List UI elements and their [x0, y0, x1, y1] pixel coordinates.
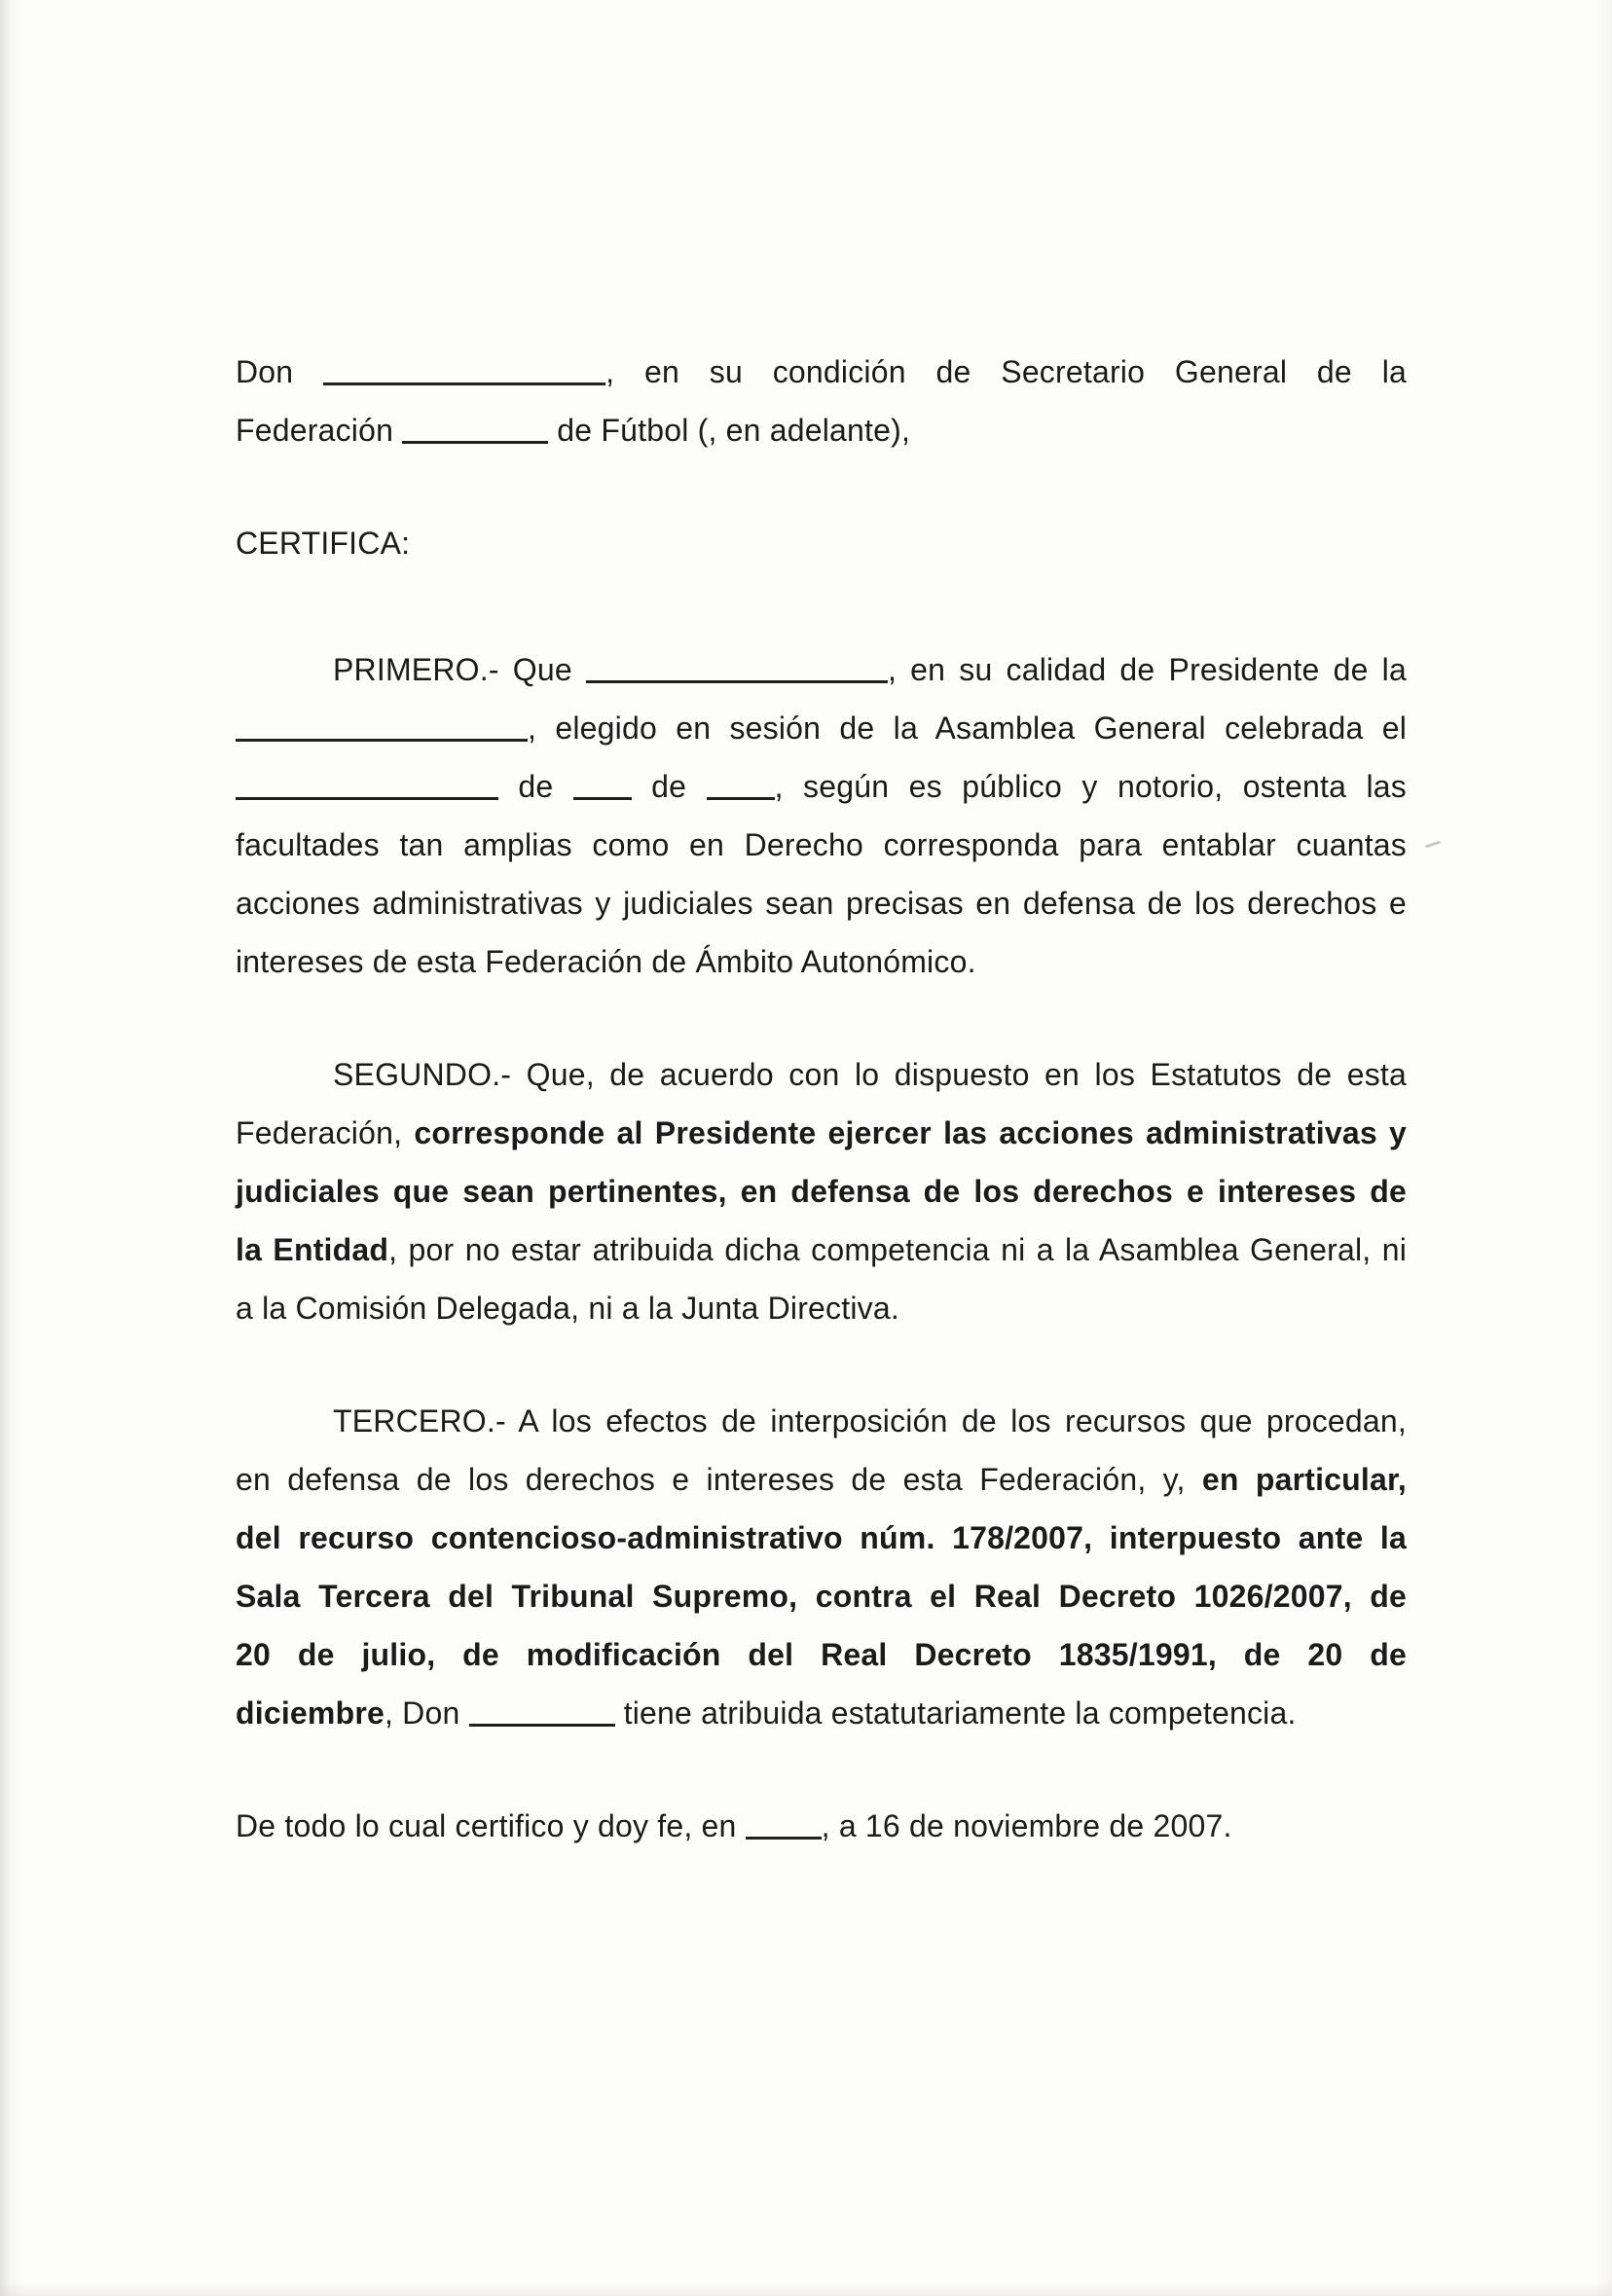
- text-segment: PRIMERO.- Que: [333, 652, 586, 687]
- scan-artifact: [1425, 841, 1441, 849]
- blank-field: [707, 797, 775, 800]
- paragraph-segundo: [236, 1045, 1407, 1337]
- text-line: [236, 699, 1407, 757]
- blank-field: [586, 680, 888, 683]
- text-segment: , a 16 de noviembre de 2007.: [821, 1808, 1232, 1843]
- text-segment: Federación: [236, 413, 403, 448]
- paragraph-certifica: [236, 514, 1407, 572]
- text-line: [236, 343, 1407, 401]
- paragraph-intro: [236, 343, 1407, 459]
- text-segment: de: [631, 769, 707, 804]
- text-line: [236, 401, 1407, 459]
- paragraph-cierre: [236, 1797, 1407, 1855]
- text-line: [236, 1279, 1407, 1337]
- text-segment: De todo lo cual certifico y doy fe, en: [236, 1808, 746, 1843]
- paragraph-primero: [236, 640, 1407, 991]
- text-segment: de Fútbol (, en adelante),: [548, 413, 911, 448]
- text-line: [236, 1509, 1407, 1567]
- text-segment: , Don: [384, 1695, 469, 1731]
- text-segment: de: [498, 769, 573, 804]
- text-segment: tiene atribuida estatutariamente la competencia.: [614, 1695, 1297, 1731]
- text-segment: facultades tan amplias como en Derecho corresponda para entablar cuantas: [236, 827, 1407, 862]
- text-line: [236, 640, 1407, 699]
- text-segment: , según es público y notorio, ostenta las: [774, 769, 1407, 804]
- text-line: [236, 874, 1407, 932]
- text-segment: , elegido en sesión de la Asamblea General celebrada el: [528, 711, 1407, 746]
- text-line: [236, 1450, 1407, 1509]
- text-segment: , en su calidad de Presidente de la: [887, 652, 1407, 687]
- text-segment: diciembre: [236, 1695, 385, 1731]
- blank-field: [573, 797, 632, 800]
- text-line: [236, 1567, 1407, 1625]
- text-segment: del recurso contencioso-administrativo núm. 178/2007, interpuesto ante la: [236, 1520, 1407, 1555]
- text-line: [236, 1162, 1407, 1221]
- text-line: [236, 1392, 1407, 1450]
- blank-field: [402, 441, 548, 444]
- text-segment: SEGUNDO.- Que, de acuerdo con lo dispuesto en los Estatutos de esta: [333, 1057, 1407, 1092]
- text-line: [236, 757, 1407, 816]
- paragraph-tercero: [236, 1392, 1407, 1742]
- text-segment: judiciales que sean pertinentes, en defensa de los derechos e intereses de: [236, 1174, 1407, 1209]
- blank-field: [323, 383, 605, 385]
- blank-field: [746, 1837, 822, 1840]
- blank-field: [236, 739, 528, 742]
- scan-shadow-left: [0, 0, 25, 2296]
- text-segment: CERTIFICA:: [236, 526, 411, 561]
- text-segment: corresponde al Presidente ejercer las acciones administrativas y: [414, 1115, 1407, 1150]
- text-segment: Federación,: [236, 1115, 415, 1150]
- text-segment: acciones administrativas y judiciales sean precisas en defensa de los derechos e: [236, 886, 1407, 921]
- document-body: [236, 343, 1407, 1855]
- scan-shadow-bottom: [0, 2282, 1612, 2296]
- text-line: [236, 1684, 1407, 1742]
- blank-field: [236, 797, 498, 800]
- text-segment: , por no estar atribuida dicha competencia ni a la Asamblea General, ni: [388, 1232, 1408, 1267]
- text-segment: Sala Tercera del Tribunal Supremo, contra el Real Decreto 1026/2007, de: [236, 1579, 1407, 1614]
- text-segment: , en su condición de Secretario General de la: [605, 354, 1407, 389]
- text-segment: Don: [236, 354, 324, 389]
- blank-field: [469, 1724, 615, 1727]
- text-segment: en defensa de los derechos e intereses de esta Federación, y,: [236, 1462, 1202, 1497]
- text-line: [236, 1104, 1407, 1162]
- text-segment: la Entidad: [236, 1232, 389, 1267]
- text-segment: intereses de esta Federación de Ámbito Autonómico.: [236, 944, 976, 979]
- text-line: [236, 1221, 1407, 1279]
- text-segment: TERCERO.- A los efectos de interposición de los recursos que procedan,: [333, 1403, 1407, 1439]
- text-line: [236, 816, 1407, 874]
- text-segment: en particular,: [1201, 1462, 1407, 1497]
- text-segment: 20 de julio, de modificación del Real Decreto 1835/1991, de 20 de: [236, 1637, 1407, 1672]
- text-line: [236, 1797, 1407, 1855]
- text-line: [236, 932, 1407, 991]
- text-line: [236, 1625, 1407, 1684]
- text-segment: a la Comisión Delegada, ni a la Junta Directiva.: [236, 1291, 899, 1326]
- text-line: [236, 514, 1407, 572]
- scan-shadow-right: [1594, 0, 1612, 2296]
- text-line: [236, 1045, 1407, 1104]
